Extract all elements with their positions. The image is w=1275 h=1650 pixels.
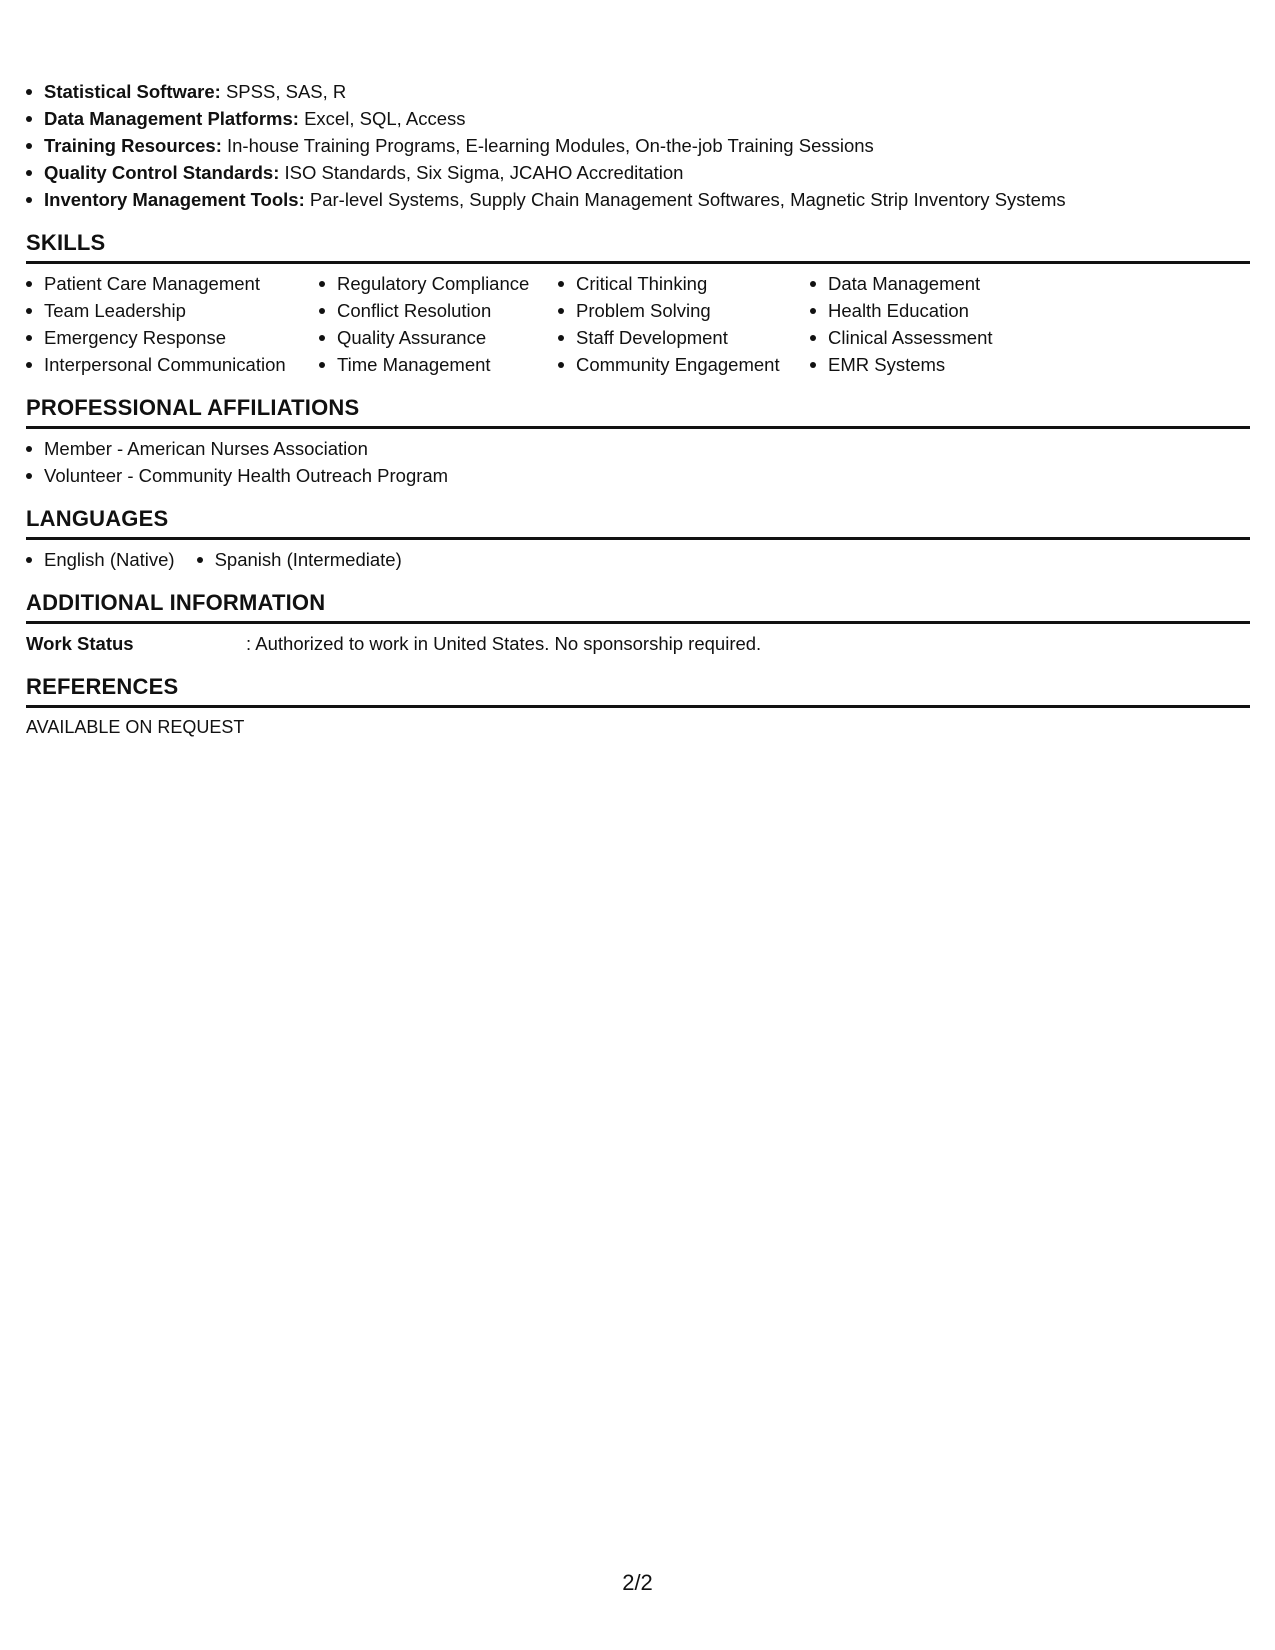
- list-item: [26, 78, 1250, 105]
- page-number: 2/2: [622, 1570, 653, 1595]
- skills-grid: [26, 270, 1250, 378]
- list-item: Team Leadership: [26, 297, 319, 324]
- affiliations-section: [26, 394, 1250, 489]
- item-value: SPSS, SAS, R: [225, 81, 347, 102]
- list-item: Time Management: [319, 351, 558, 378]
- skills-column: [319, 270, 558, 378]
- item-value: In-house Training Programs, E-learning Modules, On-the-job Training Sessions: [227, 135, 874, 156]
- section-title: ADDITIONAL INFORMATION: [26, 590, 326, 615]
- item-label: Training Resources:: [44, 135, 222, 156]
- resume-page: [26, 78, 1250, 741]
- work-status-label: Work Status: [26, 633, 134, 654]
- references-text: AVAILABLE ON REQUEST: [26, 717, 245, 737]
- work-status-row: [26, 630, 1250, 657]
- list-item: Critical Thinking: [558, 270, 810, 297]
- list-item: Community Engagement: [558, 351, 810, 378]
- list-item: EMR Systems: [810, 351, 1070, 378]
- list-item: Conflict Resolution: [319, 297, 558, 324]
- list-item: [26, 105, 1250, 132]
- item-label: Inventory Management Tools:: [44, 189, 305, 210]
- item-value: Par-level Systems, Supply Chain Management Softwares, Magnetic Strip Inventory Systems: [309, 189, 1066, 210]
- list-item: Quality Assurance: [319, 324, 558, 351]
- list-item: Patient Care Management: [26, 270, 319, 297]
- skills-section: [26, 229, 1250, 378]
- item-label: Data Management Platforms:: [44, 108, 299, 129]
- additional-info-section: [26, 589, 1250, 657]
- list-item: Problem Solving: [558, 297, 810, 324]
- list-item: [26, 186, 1250, 213]
- section-divider: [26, 261, 1250, 264]
- references-section: [26, 673, 1250, 741]
- item-label: Quality Control Standards:: [44, 162, 280, 183]
- section-title: SKILLS: [26, 230, 106, 255]
- section-divider: [26, 705, 1250, 708]
- list-item: [26, 159, 1250, 186]
- skills-column: [26, 270, 319, 378]
- item-value: Excel, SQL, Access: [304, 108, 466, 129]
- list-item: [26, 132, 1250, 159]
- affiliations-list: [26, 435, 1250, 489]
- skills-column: [558, 270, 810, 378]
- item-value: ISO Standards, Six Sigma, JCAHO Accreditation: [284, 162, 684, 183]
- list-item: Member - American Nurses Association: [26, 435, 1250, 462]
- languages-section: [26, 505, 1250, 573]
- section-divider: [26, 426, 1250, 429]
- languages-list: [26, 546, 1250, 573]
- skills-column: [810, 270, 1070, 378]
- section-title: REFERENCES: [26, 674, 179, 699]
- list-item: English (Native): [26, 546, 175, 573]
- section-title: LANGUAGES: [26, 506, 169, 531]
- list-item: Interpersonal Communication: [26, 351, 319, 378]
- list-item: Emergency Response: [26, 324, 319, 351]
- list-item: Volunteer - Community Health Outreach Program: [26, 462, 1250, 489]
- list-item: Regulatory Compliance: [319, 270, 558, 297]
- section-divider: [26, 537, 1250, 540]
- work-status-value: : Authorized to work in United States. No sponsorship required.: [246, 633, 762, 654]
- list-item: Data Management: [810, 270, 1070, 297]
- list-item: Staff Development: [558, 324, 810, 351]
- list-item: Health Education: [810, 297, 1070, 324]
- section-divider: [26, 621, 1250, 624]
- tools-list: [26, 78, 1250, 213]
- list-item: Clinical Assessment: [810, 324, 1070, 351]
- item-label: Statistical Software:: [44, 81, 221, 102]
- list-item: Spanish (Intermediate): [197, 546, 402, 573]
- section-title: PROFESSIONAL AFFILIATIONS: [26, 395, 360, 420]
